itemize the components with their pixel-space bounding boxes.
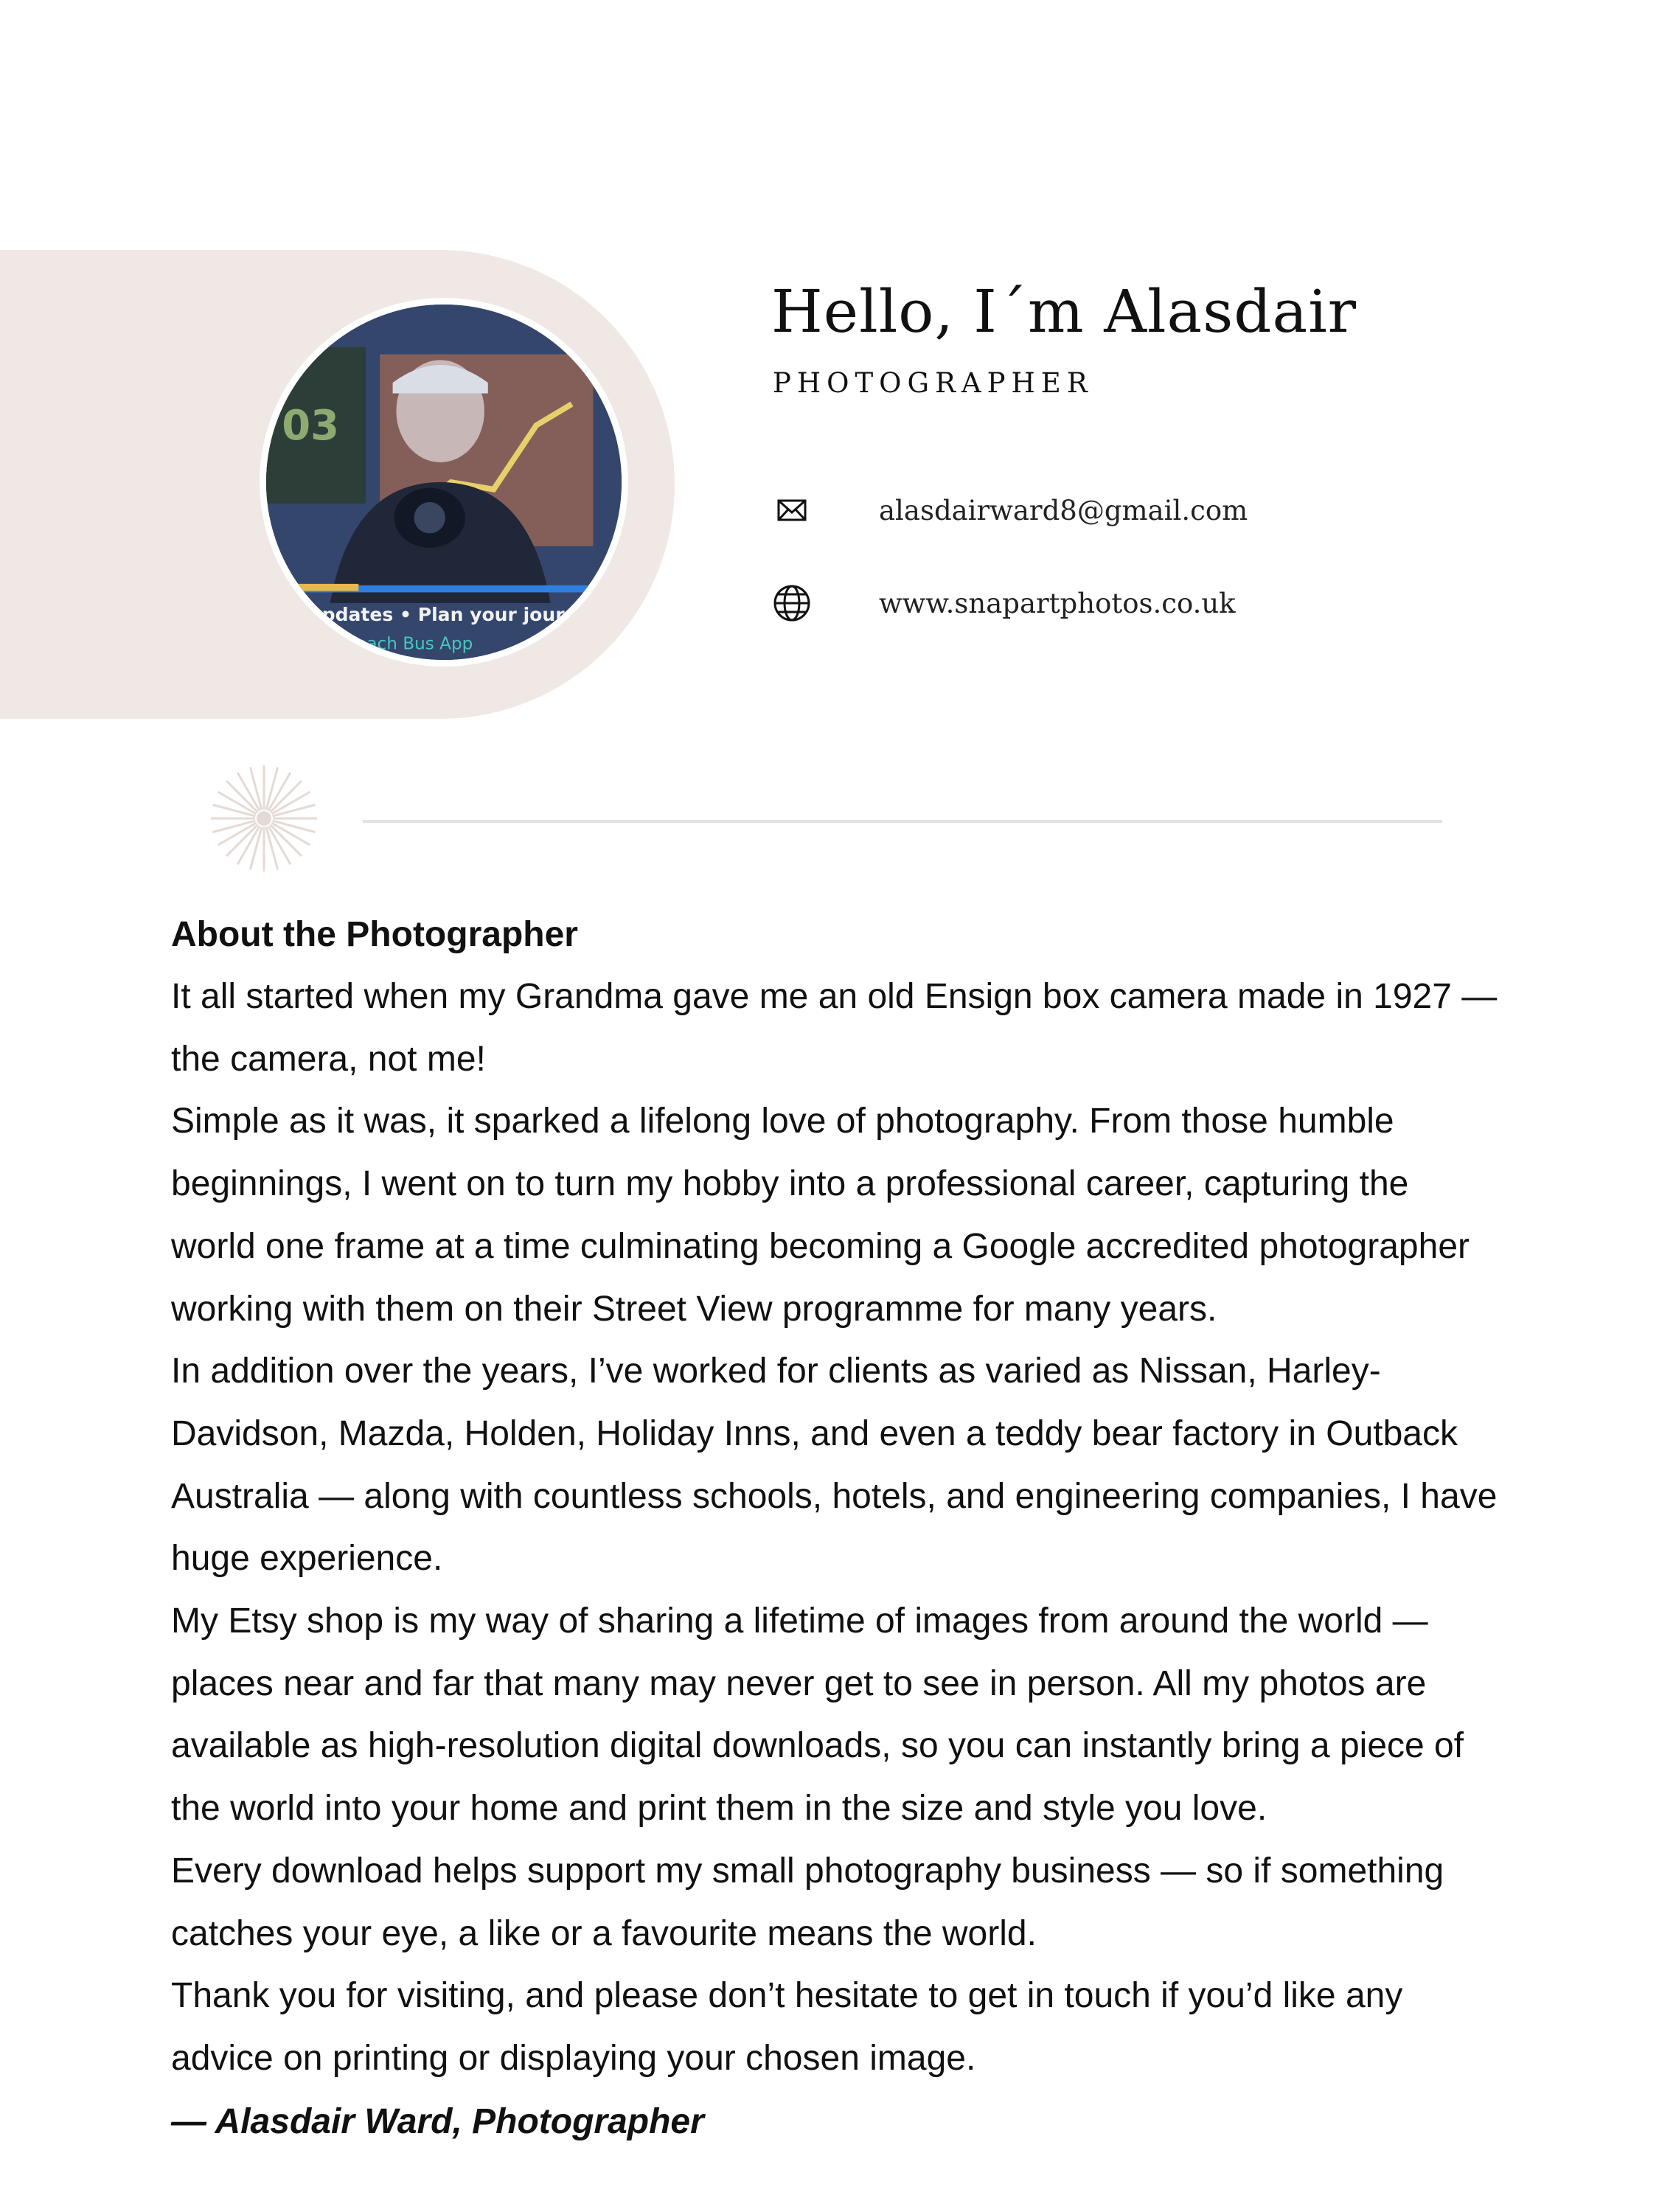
about-section: [171, 904, 1498, 2154]
envelope-icon: [771, 490, 813, 531]
about-paragraph: In addition over the years, I’ve worked for clients as varied as Nissan, Harley-Davidson, Mazda, Holden, Holiday Inns, and even a teddy bear factory in Outback Australia — along with countless schools, hotels, and engineering companies, I have huge experience.: [171, 1352, 1498, 1579]
website-contact[interactable]: [771, 582, 1236, 624]
avatar: [260, 298, 628, 667]
about-heading: About the Photographer: [171, 915, 578, 954]
divider: [363, 820, 1442, 823]
page-title: Hello, I´m Alasdair: [771, 277, 1357, 346]
about-paragraph: Simple as it was, it sparked a lifelong love of photography. From those humble beginnings, I went on to turn my hobby into a professional career, capturing the world one frame at a time culminating becoming a Google accredited photographer working with them on their Street View programme for many years.: [171, 1102, 1470, 1329]
photo-overlay-subtext: Coach Bus App: [344, 634, 473, 654]
job-title: PHOTOGRAPHER: [773, 367, 1093, 399]
about-paragraph: Thank you for visiting, and please don’t hesitate to get in touch if you’d like any advice on printing or displaying your chosen image.: [171, 1976, 1403, 2078]
email-contact[interactable]: [771, 490, 1248, 531]
globe-icon: [771, 582, 813, 624]
photo-overlay-text: updates • Plan your journey: [308, 603, 602, 625]
profile-photo: [266, 305, 622, 660]
email-link[interactable]: alasdairward8@gmail.com: [879, 494, 1248, 526]
sunburst-icon: [209, 764, 319, 873]
about-paragraph: It all started when my Grandma gave me an old Ensign box camera made in 1927 — the camera, not me!: [171, 977, 1498, 1079]
signature: — Alasdair Ward, Photographer: [171, 2101, 704, 2141]
website-link[interactable]: www.snapartphotos.co.uk: [879, 587, 1236, 619]
about-paragraph: My Etsy shop is my way of sharing a lifetime of images from around the world — places near and far that many may never get to see in person. All my photos are available as high-resolution digital downloads, so you can instantly bring a piece of the world into your home and print them in the size and style you love.: [171, 1601, 1464, 1829]
svg-text:03: 03: [282, 402, 340, 451]
about-paragraph: Every download helps support my small photography business — so if something catches your eye, a like or a favourite means the world.: [171, 1851, 1444, 1953]
